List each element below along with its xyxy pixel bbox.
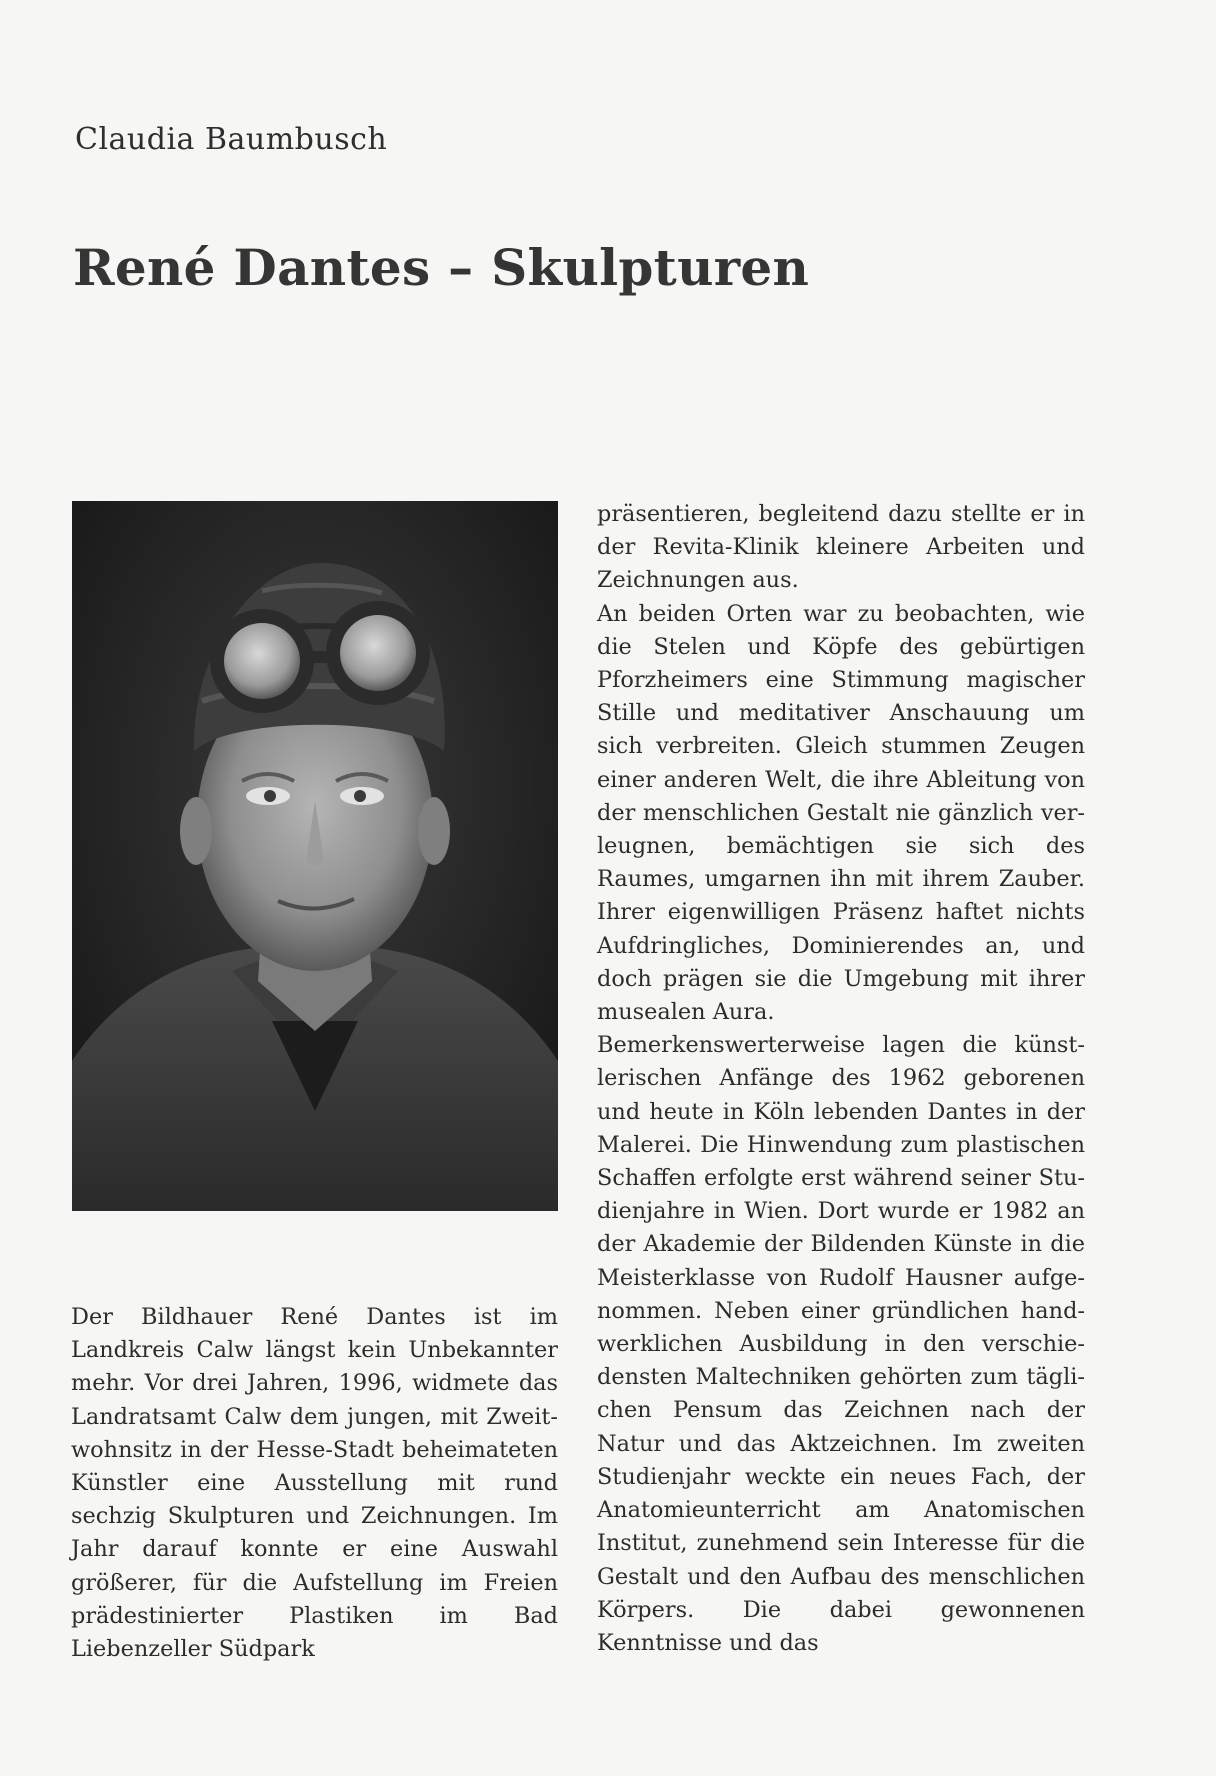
portrait-photo	[72, 501, 558, 1211]
author-name: Claudia Baumbusch	[75, 122, 388, 157]
portrait-illustration	[72, 501, 558, 1211]
article-title: René Dantes – Skulpturen	[73, 238, 810, 297]
paragraph-continuation: präsentieren, begleitend dazu stellte er in der Revita-Klinik kleinere Arbeiten und Zeichnungen aus.	[597, 501, 1085, 594]
left-column	[71, 1301, 558, 1666]
right-column	[597, 498, 1085, 1660]
paragraph-intro: Der Bildhauer René Dantes ist im Landkreis Calw längst kein Unbekannter mehr. Vor drei Jahren, 1996, widmete das Landratsamt Calw dem jungen, mit Zweitwohnsitz in der Hesse-Stadt beheimateten Künstler eine Ausstellung mit rund sechzig Skulpturen und Zeichnungen. Im Jahr darauf konnte er eine Auswahl größerer, für die Aufstellung im Freien prädestinierter Plastiken im Bad Liebenzeller Südpark	[71, 1304, 558, 1663]
paragraph-biography: Bemerkenswerterweise lagen die künstlerischen Anfänge des 1962 geborenen und heute in Köln lebenden Dantes in der Malerei. Die Hinwendung zum plastischen Schaffen erfolgte erst während seiner Studienjahre in Wien. Dort wurde er 1982 an der Akademie der Bildenden Künste in die Meisterklasse von Rudolf Hausner aufgenommen. Neben einer gründlichen handwerklichen Ausbildung in den verschiedensten Maltechniken gehörten zum täglichen Pensum das Zeichnen nach der Natur und das Aktzeichnen. Im zweiten Studienjahr weckte ein neues Fach, der Anatomieunterricht am Anatomischen Institut, zunehmend sein Interesse für die Gestalt und den Aufbau des menschlichen Körpers. Die dabei gewonnenen Kenntnisse und das	[597, 1032, 1085, 1656]
paragraph-atmosphere: An beiden Orten war zu beobachten, wie die Stelen und Köpfe des gebürtigen Pforzheimers eine Stimmung magischer Stille und meditativer Anschauung um sich verbreiten. Gleich stummen Zeugen einer anderen Welt, die ihre Ableitung von der menschlichen Gestalt nie gänzlich verleugnen, bemächtigen sie sich des Raumes, umgarnen ihn mit ihrem Zauber. Ihrer eigenwilligen Präsenz haftet nichts Aufdringliches, Dominierendes an, und doch prägen sie die Umgebung mit ihrer musealen Aura.	[597, 600, 1085, 1026]
